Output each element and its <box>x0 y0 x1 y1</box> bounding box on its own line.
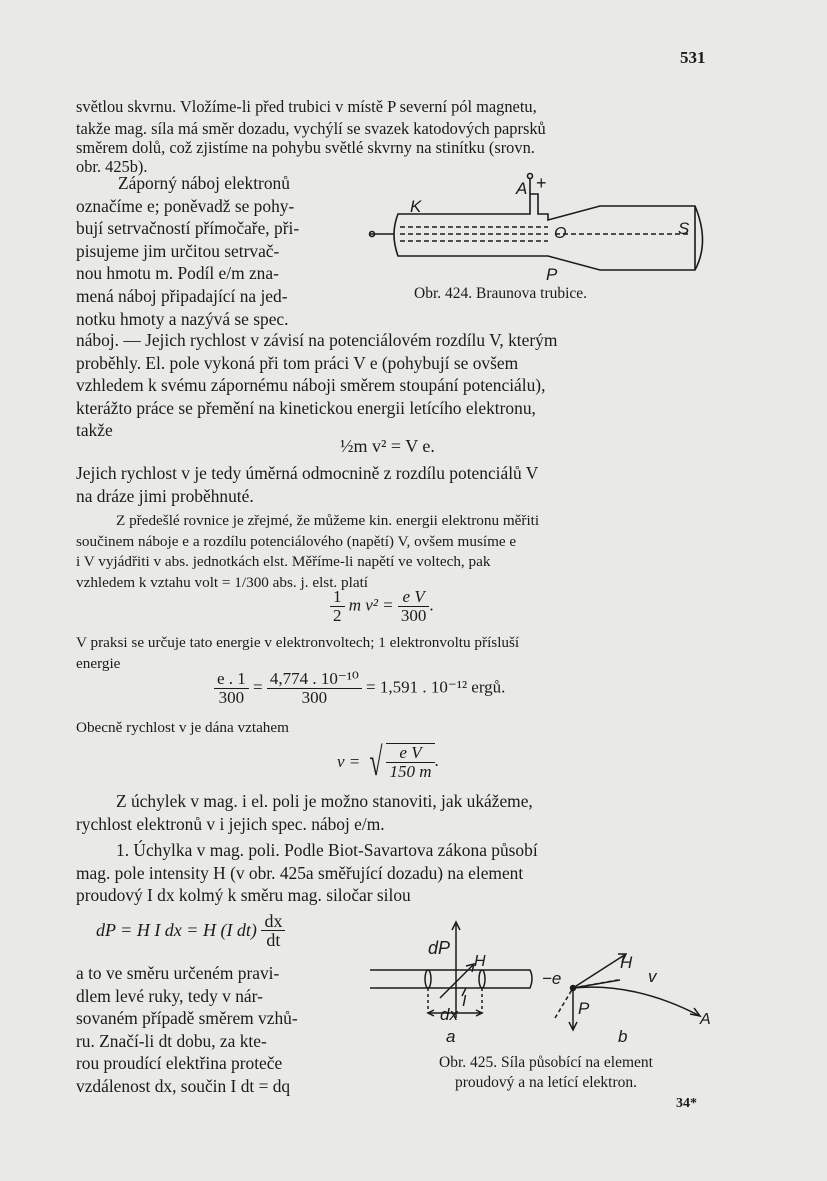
text-line: nou hmotu m. Podíl e/m zna- <box>76 263 279 284</box>
figure-425-caption <box>396 1053 696 1093</box>
equation-end: . <box>429 595 434 615</box>
fig424-label-plus: + <box>536 173 547 193</box>
text-line: V praksi se určuje tato energie v elektronvoltech; 1 elektronvoltu přísluší <box>76 634 520 651</box>
text-line: kterážto práce se přemění na kinetickou energii letícího elektronu, <box>76 397 536 418</box>
denominator: dt <box>266 930 281 950</box>
caption-line: proudový a na letící elektron. <box>454 1074 638 1091</box>
sqrt-sign: √ <box>368 739 383 784</box>
text-line: Záporný náboj elektronů <box>118 173 290 193</box>
text-line: světlou skvrnu. Vložíme-li před trubici v místě P severní pól magnetu, <box>76 97 537 116</box>
signature-mark: 34* <box>676 1096 697 1111</box>
fig425-label-v: v <box>648 967 657 986</box>
fraction <box>214 670 249 707</box>
fig425-label-h: H <box>474 953 486 970</box>
text-line: rychlost elektronů v i jejich spec. náboj e/m. <box>76 813 385 834</box>
equation-electronvolt <box>214 670 505 707</box>
left-column-paragraph <box>76 172 376 330</box>
text-line: pisujeme jim určitou setrvač- <box>76 240 280 261</box>
denominator: 2 <box>333 606 342 625</box>
fig424-label-a: A <box>516 179 528 198</box>
fig424-label-o: O <box>554 225 567 242</box>
text-line: energie <box>76 654 121 672</box>
numerator: e V <box>386 744 434 763</box>
text-line: rou proudící elektřina proteče <box>76 1053 283 1074</box>
numerator: 4,774 . 10⁻¹⁰ <box>267 670 362 689</box>
paragraph-3 <box>76 462 712 507</box>
text-line: takže mag. síla má směr dozadu, vychýlí se svazek katodových paprsků <box>76 118 546 138</box>
fig425-label-dp: dP <box>428 938 451 958</box>
text-line: na dráze jimi proběhnuté. <box>76 485 254 506</box>
intro-paragraph <box>76 96 712 176</box>
equation-lhs: dP = H I dx = H (I dt) <box>96 920 257 940</box>
equation-middle: m v² = <box>348 595 394 615</box>
denominator: 300 <box>218 688 245 707</box>
text-line: Jejich rychlost v je tedy úměrná odmocnině z rozdílu potenciálů V <box>76 463 539 483</box>
text-line: náboj. — Jejich rychlost v závisí na potenciálovém rozdílu V, kterým <box>76 330 558 350</box>
numerator: e V <box>398 588 430 607</box>
equation-end: . <box>434 750 439 770</box>
fig425-label-dx: dx <box>440 1005 458 1024</box>
text-line: součinem náboje e a rozdílu potenciálového (napětí) V, ovšem musíme e <box>76 532 517 550</box>
page-number: 531 <box>680 48 706 67</box>
equation-force <box>96 912 285 949</box>
equation-velocity <box>337 739 439 784</box>
small-print-2 <box>76 633 712 674</box>
text-line: sovaném případě směrem vzhů- <box>76 1008 298 1029</box>
text-line: mag. pole intensity H (v obr. 425a směřující dozadu) na element <box>76 862 524 883</box>
denominator: 300 <box>301 688 328 707</box>
text-line: i V vyjádřiti v abs. jednotkách elst. Měříme-li napětí ve voltech, pak <box>76 553 491 570</box>
caption-line: Obr. 425. Síla působící na element <box>439 1054 653 1071</box>
text-line: vzdálenost dx, součin I dt = dq <box>76 1075 291 1096</box>
figure-424-caption: Obr. 424. Braunova trubice. <box>414 285 588 302</box>
fig424-label-k: K <box>410 197 422 216</box>
fraction <box>267 670 362 707</box>
paragraph-4 <box>76 790 712 835</box>
text-line: bují setrvačností přímočaře, při- <box>76 218 300 239</box>
paragraph-5 <box>76 839 712 907</box>
equals-sign: = <box>253 677 263 697</box>
text-line: takže <box>76 420 113 441</box>
fig425-label-a: a <box>446 1027 456 1046</box>
text-line: dlem levé ruky, tedy v nár- <box>76 985 263 1006</box>
fig425-label-i: I <box>462 993 467 1010</box>
left-column-paragraph-2 <box>76 962 376 1098</box>
denominator: 300 <box>400 606 427 625</box>
text-line: Z předešlé rovnice je zřejmé, že můžeme kin. energii elektronu měřiti <box>116 512 540 529</box>
text-line: Z úchylek v mag. i el. poli je možno stanoviti, jak ukážeme, <box>116 791 533 811</box>
text-line: vzhledem k svému zápornému náboji směrem stoupání potenciálu), <box>76 375 546 396</box>
fraction <box>330 588 345 625</box>
equation-lhs: v = <box>337 752 361 771</box>
text-line: označíme e; poněvadž se pohy- <box>76 195 295 216</box>
small-print-1 <box>76 511 712 593</box>
text-line: proudový I dx kolmý k směru mag. siločar silou <box>76 885 411 906</box>
denominator: 150 m <box>389 762 432 781</box>
fig425-label-p: P <box>578 999 590 1018</box>
small-print-3: Obecně rychlost v je dána vztahem <box>76 719 289 736</box>
text-line: vzhledem k vztahu volt = 1/300 abs. j. elst. platí <box>76 573 369 591</box>
equation-kinetic-energy: ½m v² = V e. <box>340 436 435 456</box>
text-line: obr. 425b). <box>76 156 148 176</box>
text-line: 1. Úchylka v mag. poli. Podle Biot-Savartova zákona působí <box>116 840 538 860</box>
text-line: notku hmoty a nazývá se spec. <box>76 308 289 329</box>
paragraph-2 <box>76 329 712 442</box>
figure-425-force-diagram <box>370 918 715 1048</box>
fig425-label-h2: H <box>620 953 633 972</box>
fraction <box>386 743 434 781</box>
equation-energy-volts <box>330 588 434 625</box>
numerator: 1 <box>330 588 345 607</box>
figure-424-braun-tube <box>370 172 715 284</box>
fig424-label-p: P <box>546 265 558 284</box>
fig425-label-a2: A <box>700 1011 711 1028</box>
fig424-label-s: S <box>678 219 690 238</box>
fig425-label-b: b <box>618 1027 628 1046</box>
text-line: a to ve směru určeném pravi- <box>76 963 280 983</box>
fraction <box>261 912 285 949</box>
fig425-label-e: −e <box>542 969 562 988</box>
fraction <box>398 588 430 625</box>
text-line: proběhly. El. pole vykoná při tom práci V e (pohybují se ovšem <box>76 352 519 373</box>
equation-result: = 1,591 . 10⁻¹² ergů. <box>366 677 506 697</box>
text-line: ru. Značí-li dt dobu, za kte- <box>76 1030 267 1051</box>
text-line: mená náboj připadající na jed- <box>76 285 288 306</box>
numerator: e . 1 <box>214 670 249 689</box>
text-line: směrem dolů, což zjistíme na pohybu světlé skvrny na stinítku (srovn. <box>76 137 535 157</box>
numerator: dx <box>261 912 285 931</box>
